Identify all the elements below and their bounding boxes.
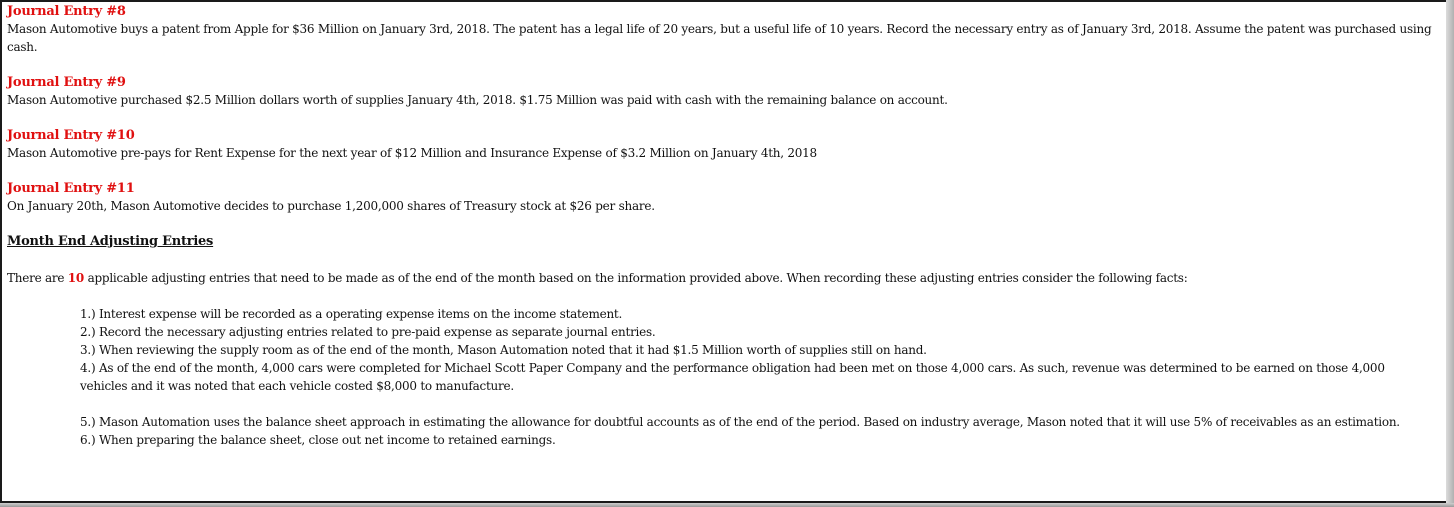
intro-prefix: There are	[7, 271, 68, 285]
intro-suffix: applicable adjusting entries that need to be made as of the end of the month based on the information provided above. When recording these adjusting entries consider the following facts:	[84, 271, 1188, 285]
document-content	[7, 3, 1437, 449]
journal-entry-8	[7, 3, 1437, 56]
journal-entry-title: Journal Entry #11	[7, 181, 135, 196]
window-edge-shadow	[1446, 0, 1454, 507]
fact-item: 3.) When reviewing the supply room as of the end of the month, Mason Automation noted that it had $1.5 Million worth of supplies still on hand.	[80, 343, 927, 357]
journal-entry-title: Journal Entry #9	[7, 75, 126, 90]
fact-item: 6.) When preparing the balance sheet, close out net income to retained earnings.	[80, 433, 556, 447]
adjusting-entries-intro	[7, 269, 1437, 287]
fact-item: 1.) Interest expense will be recorded as a operating expense items on the income statement.	[80, 307, 623, 321]
journal-entry-title: Journal Entry #10	[7, 128, 135, 143]
entry-count: 10	[67, 271, 84, 285]
journal-entry-text: Mason Automotive buys a patent from Apple for $36 Million on January 3rd, 2018. The patent has a legal life of 20 years, but a useful life of 10 years. Record the necessary entry as of January 3rd, 2018. Assume the patent was purchased using cash.	[7, 22, 1432, 54]
adjusting-entries-heading: Month End Adjusting Entries	[7, 234, 214, 249]
journal-entry-text: On January 20th, Mason Automotive decides to purchase 1,200,000 shares of Treasury stock at $26 per share.	[7, 199, 655, 213]
journal-entry-text: Mason Automotive purchased $2.5 Million dollars worth of supplies January 4th, 2018. $1.75 Million was paid with cash with the remaining balance on account.	[7, 93, 948, 107]
journal-entry-11	[7, 180, 1437, 215]
fact-item: 5.) Mason Automation uses the balance sheet approach in estimating the allowance for doubtful accounts as of the end of the period. Based on industry average, Mason noted that it will use 5% of receivables as an estimation.	[80, 415, 1400, 429]
fact-item: 2.) Record the necessary adjusting entries related to pre-paid expense as separate journal entries.	[80, 325, 656, 339]
journal-entry-10	[7, 127, 1437, 162]
journal-entry-9	[7, 74, 1437, 109]
journal-entry-text: Mason Automotive pre-pays for Rent Expense for the next year of $12 Million and Insurance Expense of $3.2 Million on January 4th, 2018	[7, 146, 817, 160]
journal-entry-title: Journal Entry #8	[7, 4, 126, 19]
facts-list	[7, 305, 1420, 449]
fact-item: 4.) As of the end of the month, 4,000 cars were completed for Michael Scott Paper Company and the performance obligation had been met on those 4,000 cars. As such, revenue was determined to be earned on those 4,000 vehicles and it was noted that each vehicle costed $8,000 to manufacture.	[80, 361, 1385, 393]
window-bottom-shadow	[0, 503, 1454, 507]
